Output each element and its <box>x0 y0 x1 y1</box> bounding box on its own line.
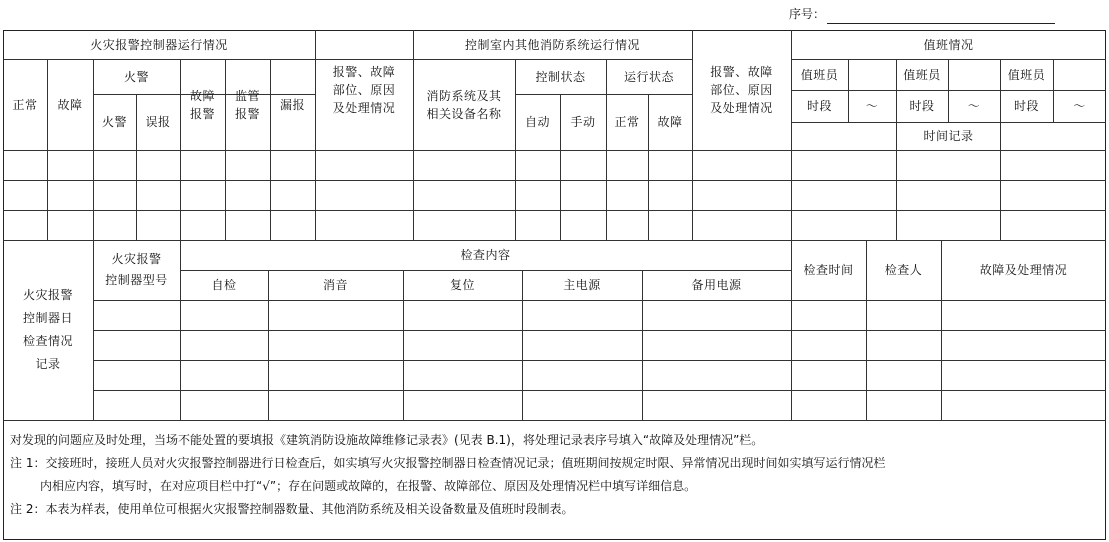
self-check-column-header: 自检 <box>211 278 237 292</box>
system-alarm-fault-detail-header: 报警、故障 部位、原因 及处理情况 <box>710 65 773 115</box>
serial-number-field <box>789 4 1055 24</box>
system-name-column-header: 消防系统及其 相关设备名称 <box>426 88 502 121</box>
note-instruction: 对发现的问题应及时处理，当场不能处置的要填报《建筑消防设施故障维修记录表》(见表 B.1)，将处理记录表序号填入“故障及处理情况”栏。 <box>10 433 764 447</box>
time-record-header: 时间记录 <box>923 129 974 143</box>
grid-line <box>3 180 1106 181</box>
grid-line <box>93 360 1106 361</box>
period-range-2: ～ <box>967 99 981 113</box>
note-1-continued: 内相应内容，填写时，在对应项目栏中打“√”；存在问题或故障的，在报警、故障部位、原因及处理情况栏中填写详细信息。 <box>40 479 697 493</box>
run-fault-column-header: 故障 <box>657 115 683 129</box>
alarm-fault-detail-header: 报警、故障 部位、原因 及处理情况 <box>332 65 396 115</box>
auto-column-header: 自动 <box>524 115 550 129</box>
period-label-3: 时段 <box>1013 99 1039 113</box>
period-range-3: ～ <box>1073 99 1086 113</box>
check-time-column-header: 检查时间 <box>803 263 854 277</box>
grid-line <box>93 330 1106 331</box>
duty-status-heading: 值班情况 <box>923 37 974 52</box>
grid-line <box>3 420 1106 421</box>
false-alarm-column-header: 误报 <box>145 115 171 129</box>
controller-model-header: 火灾报警 控制器型号 <box>105 252 168 287</box>
missed-alarm-column-header: 漏报 <box>279 97 305 112</box>
manual-column-header: 手动 <box>570 115 596 129</box>
serial-number-label: 序号： <box>789 7 826 21</box>
duty-person-label-1: 值班员 <box>800 67 839 82</box>
backup-power-column-header: 备用电源 <box>691 278 742 292</box>
check-content-header: 检查内容 <box>460 248 511 262</box>
grid-line <box>93 390 1106 391</box>
inspection-record-sheet <box>3 30 1106 540</box>
note-2: 注 2：本表为样表，使用单位可根据火灾报警控制器数量、其他消防系统及相关设备数量及值班时段制表。 <box>10 502 574 516</box>
period-label-2: 时段 <box>909 99 935 113</box>
fault-alarm-column-header: 故障 报警 <box>189 88 215 121</box>
fault-handling-column-header: 故障及处理情况 <box>979 263 1068 277</box>
fault-column-header: 故障 <box>57 97 83 112</box>
fire-alarm-column-header: 火警 <box>101 115 127 129</box>
notes-section <box>10 429 1100 521</box>
grid-line <box>93 300 1106 301</box>
grid-line <box>3 210 1106 211</box>
serial-number-blank[interactable] <box>827 9 1055 24</box>
main-power-column-header: 主电源 <box>563 278 601 292</box>
run-normal-column-header: 正常 <box>614 115 640 129</box>
duty-person-label-2: 值班员 <box>903 67 941 82</box>
silence-column-header: 消音 <box>322 278 348 292</box>
reset-column-header: 复位 <box>449 278 475 292</box>
alarm-controller-operation-heading: 火灾报警控制器运行情况 <box>90 37 228 52</box>
period-label-1: 时段 <box>806 99 832 113</box>
daily-check-record-side-header: 火灾报警 控制器日 检查情况 记录 <box>22 288 73 371</box>
control-state-header: 控制状态 <box>535 69 586 84</box>
note-1: 注 1：交接班时，接班人员对火灾报警控制器进行日检查后，如实填写火灾报警控制器日检查情况记录；值班期间按规定时限、异常情况出现时间如实填写运行情况栏 <box>10 456 886 470</box>
normal-column-header: 正常 <box>12 97 38 112</box>
inspector-column-header: 检查人 <box>884 263 923 277</box>
other-systems-operation-heading: 控制室内其他消防系统运行情况 <box>464 37 640 52</box>
period-range-1: ～ <box>865 99 879 113</box>
supervisory-alarm-column-header: 监管 报警 <box>234 88 260 121</box>
duty-person-label-3: 值班员 <box>1007 67 1046 82</box>
fire-alarm-group-header: 火警 <box>123 69 149 84</box>
grid-line <box>3 150 1106 151</box>
run-state-header: 运行状态 <box>623 69 674 84</box>
